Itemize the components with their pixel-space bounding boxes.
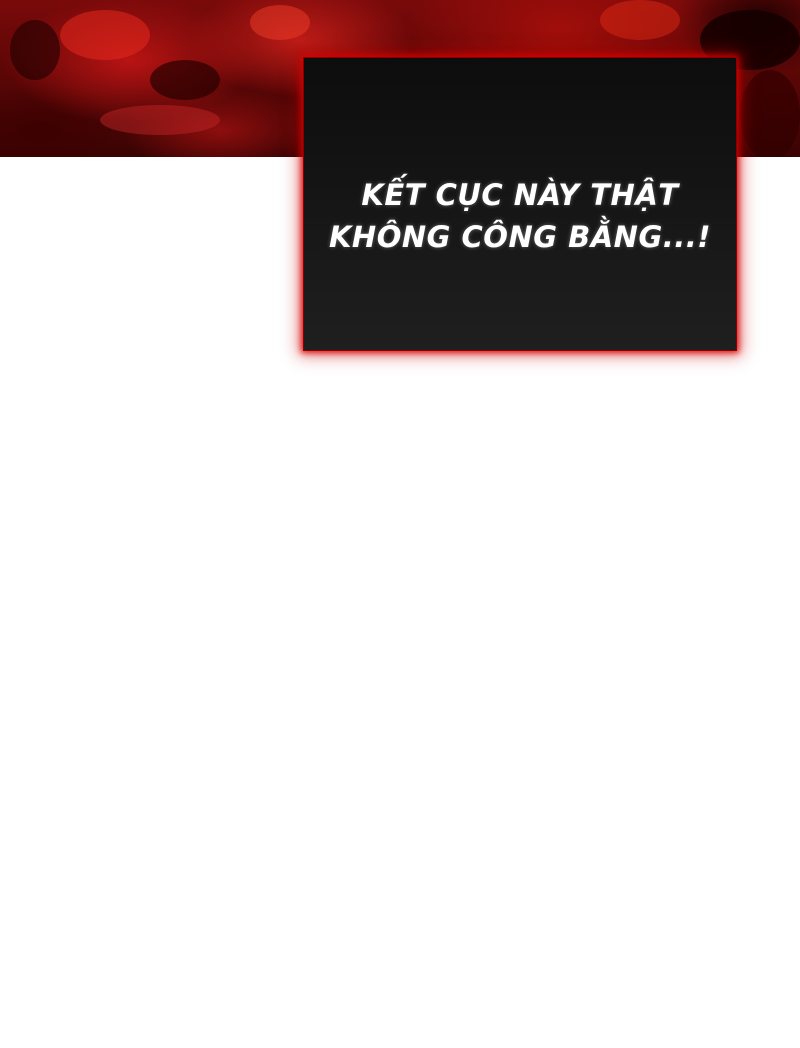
narration-caption-box [304, 58, 736, 350]
narration-line-1: KẾT CỤC NÀY THẬT [361, 178, 679, 212]
narration-text [304, 174, 736, 258]
narration-line-2: KHÔNG CÔNG BẰNG...! [328, 220, 712, 254]
